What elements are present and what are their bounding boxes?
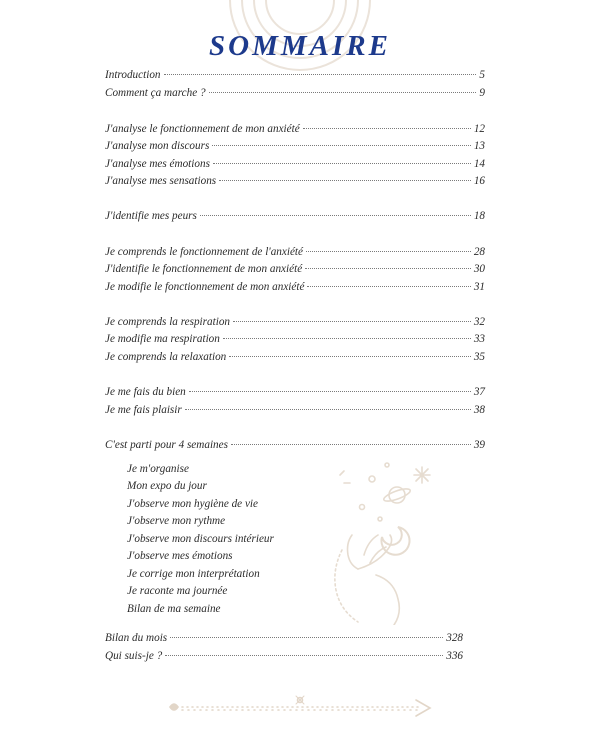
leader-dots [185, 409, 471, 410]
toc-entry-page: 35 [473, 351, 485, 363]
leader-dots [305, 268, 471, 269]
toc-entry[interactable] [105, 175, 485, 191]
toc-entry-label: Bilan du mois [105, 632, 168, 644]
toc-entry-page: 328 [446, 632, 463, 644]
leader-dots [233, 321, 471, 322]
toc-entry-page: 30 [473, 263, 485, 275]
toc-entry-label: J'analyse mon discours [105, 140, 210, 152]
toc-entry-page: 38 [473, 404, 485, 416]
toc-entry[interactable] [105, 439, 485, 455]
toc-entry-page: 336 [446, 650, 463, 662]
toc-entry[interactable] [105, 351, 485, 367]
toc-subentry[interactable]: J'observe mon discours intérieur [127, 533, 274, 545]
toc-entry-label: Je modifie ma respiration [105, 333, 220, 345]
hand-moon-stars-illustration [312, 455, 452, 625]
toc-entry[interactable] [105, 333, 485, 349]
toc-entry-page: 28 [473, 246, 485, 258]
toc-entry[interactable] [105, 650, 463, 666]
toc-entry-page: 39 [473, 439, 485, 451]
leader-dots [229, 356, 471, 357]
toc-entry[interactable] [105, 158, 485, 174]
toc-entry[interactable] [105, 69, 485, 85]
toc-entry[interactable] [105, 386, 485, 402]
leader-dots [170, 637, 443, 638]
toc-entry-page: 31 [473, 281, 485, 293]
toc-entry-label: Je me fais plaisir [105, 404, 182, 416]
toc-entry-label: Je me fais du bien [105, 386, 186, 398]
toc-entry-page: 16 [473, 175, 485, 187]
toc-entry[interactable] [105, 263, 485, 279]
toc-subentry[interactable]: J'observe mes émotions [127, 550, 233, 562]
leader-dots [165, 655, 443, 656]
toc-entry[interactable] [105, 632, 463, 648]
page-title: SOMMAIRE [209, 30, 391, 62]
toc-entry[interactable] [105, 404, 485, 420]
leader-dots [212, 145, 471, 146]
toc-entry-page: 32 [473, 316, 485, 328]
toc-entry-label: Je comprends le fonctionnement de l'anxiété [105, 246, 303, 258]
toc-subentry[interactable]: Je corrige mon interprétation [127, 568, 260, 580]
leader-dots [231, 444, 471, 445]
toc-subentry[interactable]: Je m'organise [127, 463, 189, 475]
toc-entry-label: J'analyse mes sensations [105, 175, 217, 187]
toc-entry-label: Je modifie le fonctionnement de mon anxiété [105, 281, 305, 293]
toc-entry-page: 9 [479, 87, 485, 99]
toc-entry-page: 37 [473, 386, 485, 398]
toc-subentry[interactable]: J'observe mon rythme [127, 515, 226, 527]
toc-subentry[interactable]: Bilan de ma semaine [127, 603, 221, 615]
toc-entry-label: Je comprends la relaxation [105, 351, 227, 363]
toc-entry[interactable] [105, 246, 485, 262]
toc-subentry[interactable]: Mon expo du jour [127, 480, 207, 492]
toc-entry-label: J'analyse le fonctionnement de mon anxiété [105, 123, 300, 135]
leader-dots [223, 338, 471, 339]
toc-entry[interactable] [105, 281, 485, 297]
toc-entry-page: 13 [473, 140, 485, 152]
toc-entry-label: C'est parti pour 4 semaines [105, 439, 228, 451]
toc-entry-label: Introduction [105, 69, 161, 81]
toc-entry-label: Qui suis-je ? [105, 650, 163, 662]
leader-dots [209, 92, 477, 93]
toc-entry-page: 5 [479, 69, 485, 81]
toc-entry-label: J'identifie mes peurs [105, 210, 197, 222]
leader-dots [213, 163, 471, 164]
leader-dots [189, 391, 471, 392]
arrow-decoration [168, 692, 436, 722]
toc-entry[interactable] [105, 316, 485, 332]
leader-dots [306, 251, 471, 252]
toc-entry-label: Je comprends la respiration [105, 316, 231, 328]
toc-subentry[interactable]: J'observe mon hygiène de vie [127, 498, 258, 510]
toc-subentry[interactable]: Je raconte ma journée [127, 585, 228, 597]
leader-dots [200, 215, 471, 216]
toc-entry-page: 33 [473, 333, 485, 345]
toc-entry[interactable] [105, 140, 485, 156]
toc-entry-page: 14 [473, 158, 485, 170]
toc-entry-label: J'identifie le fonctionnement de mon anxiété [105, 263, 303, 275]
toc-entry[interactable] [105, 87, 485, 103]
toc-entry[interactable] [105, 123, 485, 139]
toc-entry-page: 12 [473, 123, 485, 135]
leader-dots [219, 180, 471, 181]
toc-entry-label: Comment ça marche ? [105, 87, 206, 99]
toc-entry[interactable] [105, 210, 485, 226]
leader-dots [307, 286, 470, 287]
leader-dots [164, 74, 477, 75]
leader-dots [303, 128, 471, 129]
toc-entry-page: 18 [473, 210, 485, 222]
toc-entry-label: J'analyse mes émotions [105, 158, 210, 170]
